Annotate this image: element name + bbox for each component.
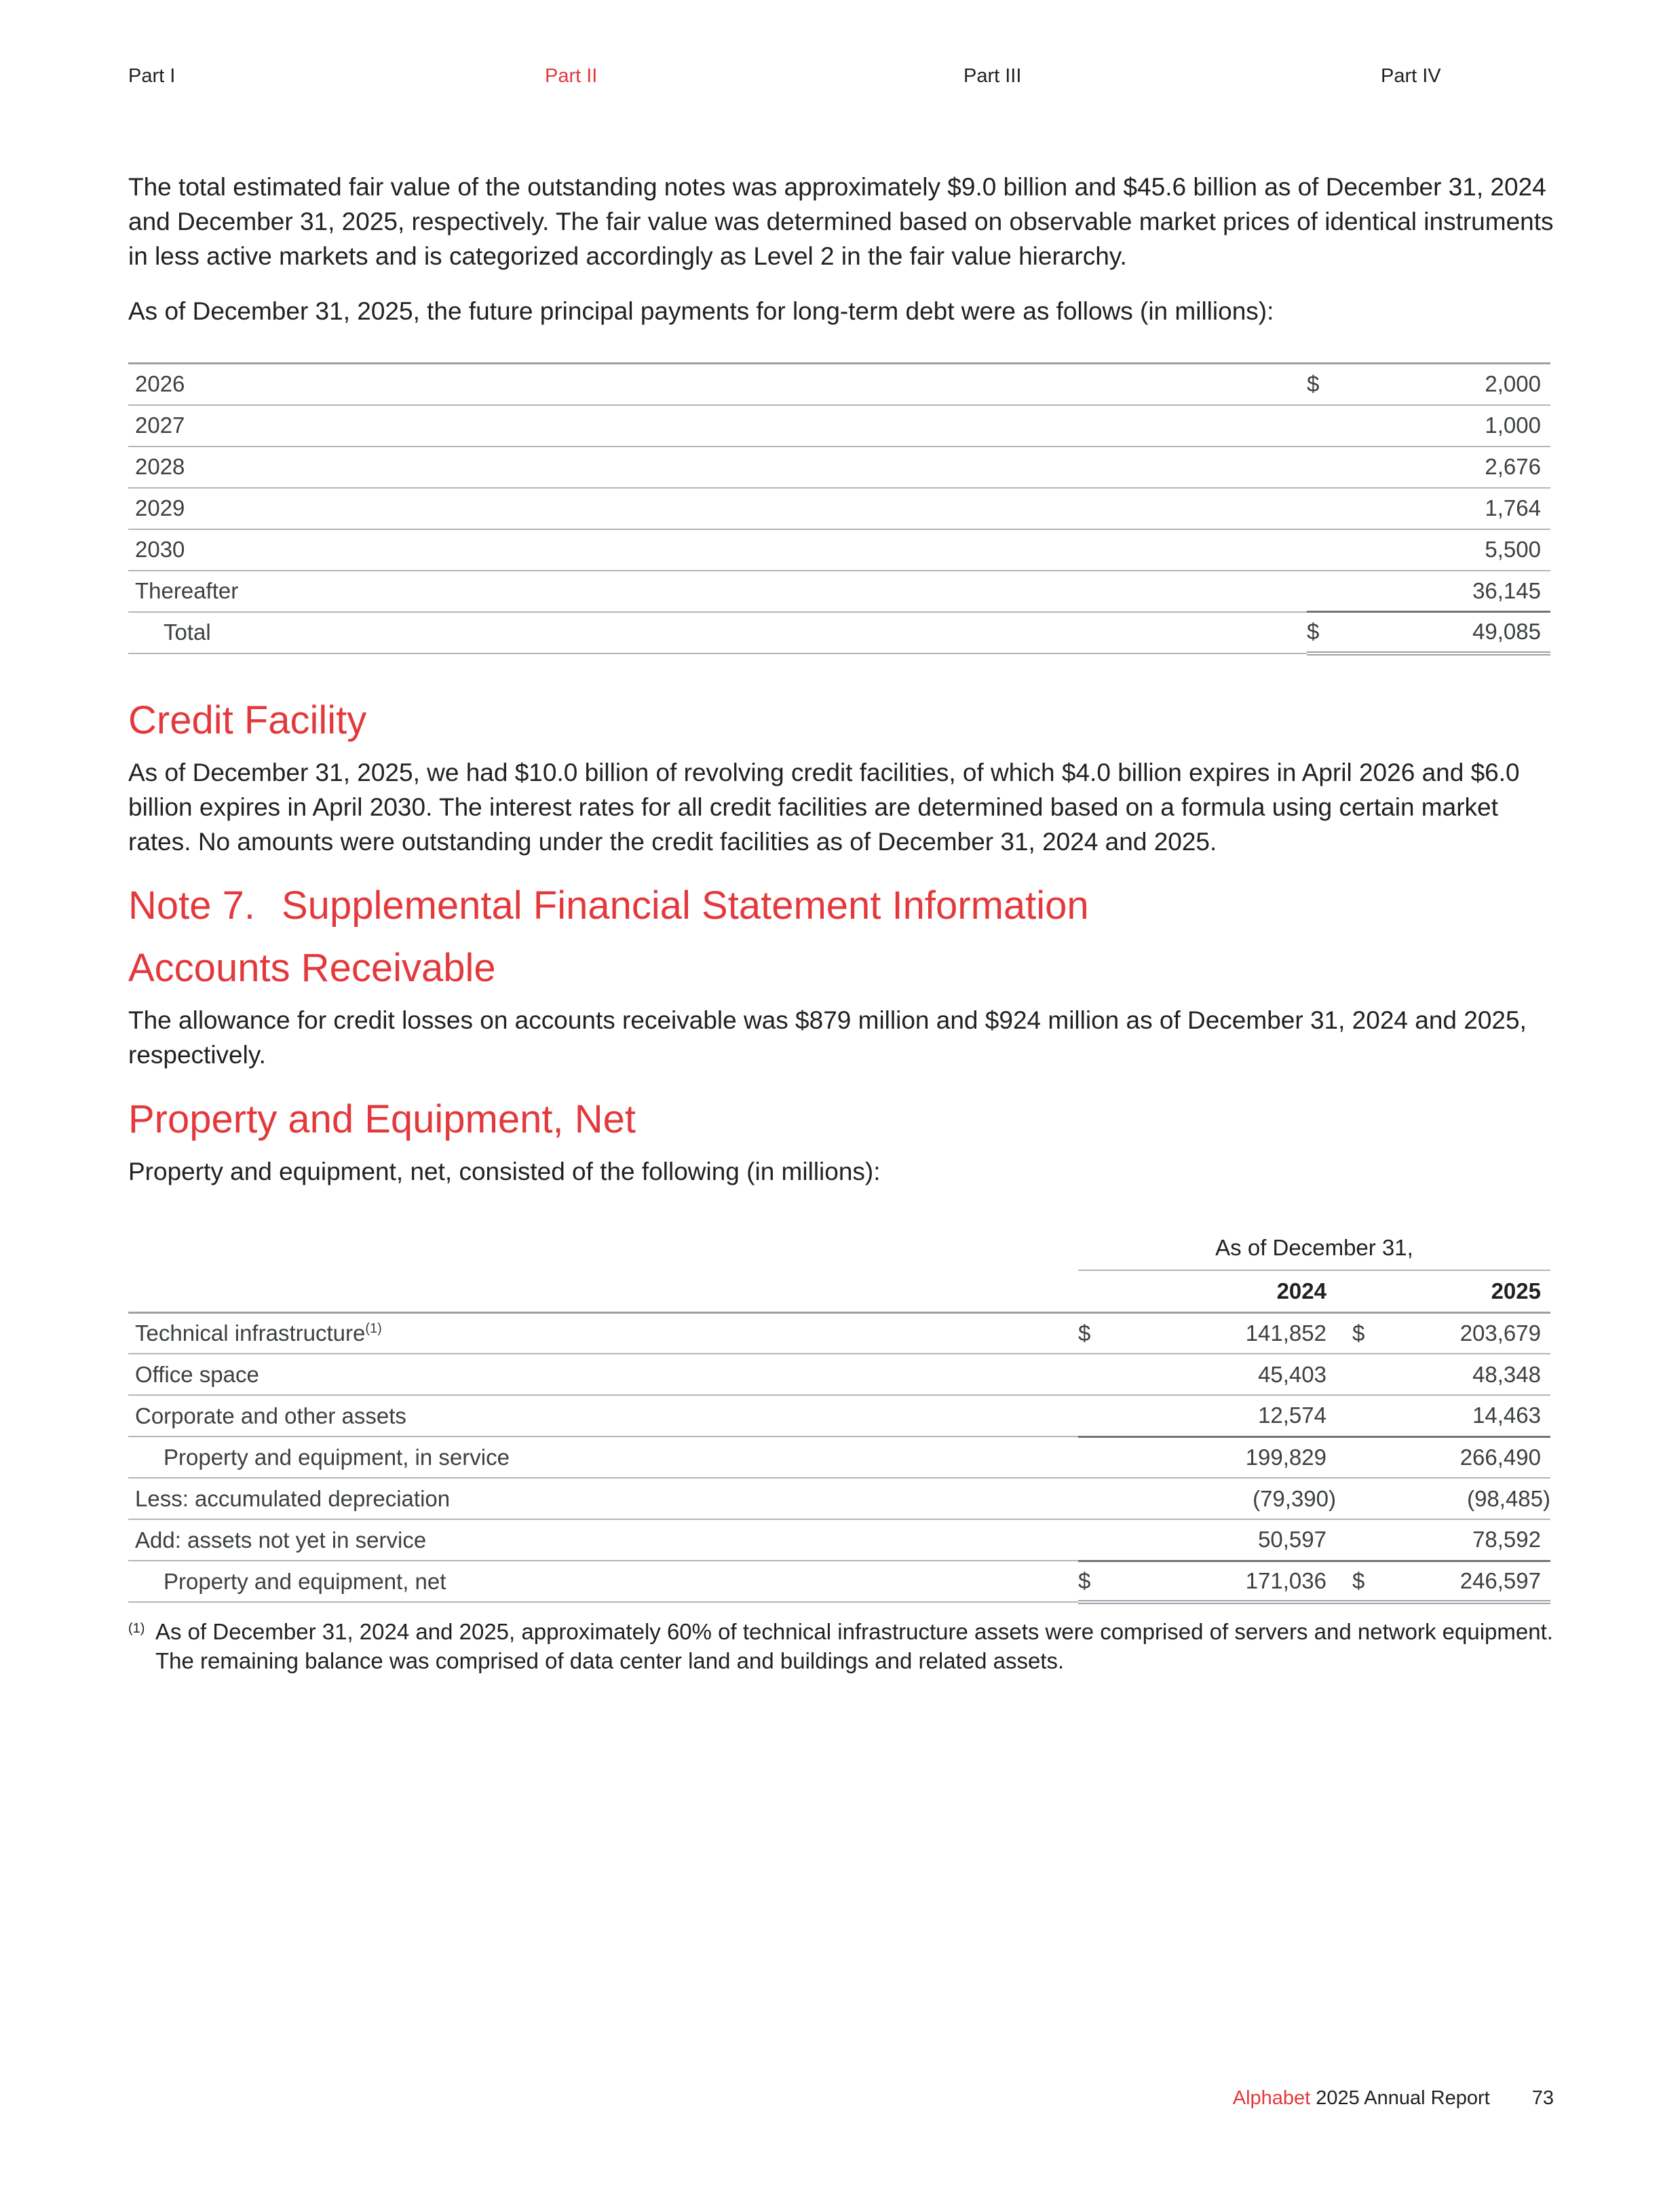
value-2024: (79,390) [1109,1478,1336,1519]
dollar-sign: $ [1078,1561,1109,1602]
dollar-sign [1352,1478,1383,1519]
table-row [128,488,1550,529]
value-2024: 50,597 [1109,1519,1336,1561]
row-label: Property and equipment, net [128,1561,1078,1602]
row-value: 2,000 [1347,364,1550,405]
dollar-sign: $ [1078,1312,1109,1354]
ppe-table [128,1225,1550,1604]
dollar-sign [1352,1395,1383,1436]
row-value: 5,500 [1347,529,1550,571]
value-2024: 45,403 [1109,1354,1336,1395]
value-2024: 141,852 [1109,1312,1336,1354]
row-label: Technical infrastructure$^{(1)}$ [128,1312,1078,1354]
table-row [128,1519,1550,1561]
value-2024: 171,036 [1109,1561,1336,1602]
credit-facility-heading: Credit Facility [128,698,367,742]
note-title: Supplemental Financial Statement Information [282,883,1089,928]
nav-part-iii[interactable]: Part III [963,65,1022,87]
total-row [128,612,1550,653]
value-2024: 199,829 [1109,1436,1336,1478]
debt-payments-table [128,362,1550,655]
header-row-group [128,1225,1550,1270]
fair-value-paragraph: The total estimated fair value of the outstanding notes was approximately $9.0 billion and $45.6 billion as of December 31, 2024 and December 31, 2025, respectively. The fair value was determined based on observable market prices of identical instruments in less active markets and is categorized accordingly as Level 2 in the fair value hierarchy. [128,173,1554,270]
dollar-sign [1078,1395,1109,1436]
dollar-sign [1307,405,1347,446]
table-row [128,1478,1550,1519]
column-header-2025: 2025 [1491,1278,1541,1303]
table-row [128,405,1550,446]
dollar-sign [1352,1436,1383,1478]
row-label: 2030 [128,529,1307,571]
footnote [128,1617,1560,1675]
dollar-sign [1352,1354,1383,1395]
dollar-sign [1078,1519,1109,1561]
ppe-intro: Property and equipment, net, consisted of the following (in millions): [128,1158,881,1185]
row-label: 2026 [128,364,1307,405]
row-label: 2029 [128,488,1307,529]
row-value: 1,764 [1347,488,1550,529]
principal-payments-intro: As of December 31, 2025, the future principal payments for long-term debt were as follows (in millions): [128,297,1274,325]
dollar-sign [1352,1519,1383,1561]
row-label: Property and equipment, in service [128,1436,1078,1478]
row-label: 2027 [128,405,1307,446]
footer-report-title: 2025 Annual Report [1316,2087,1490,2109]
credit-facility-paragraph: As of December 31, 2025, we had $10.0 billion of revolving credit facilities, of which $4.0 billion expires in April 2026 and $6.0 billion expires in April 2030. The interest rates for all credit facilities are determined based on a formula using certain market rates. No amounts were outstanding under the credit facilities as of December 31, 2024 and 2025. [128,759,1520,856]
row-label: 2028 [128,446,1307,488]
nav-part-ii[interactable]: Part II [545,65,598,87]
page-footer [1233,2087,1554,2110]
ppe-heading: Property and Equipment, Net [128,1097,636,1141]
footnote-ref: (1) [365,1320,382,1336]
value-2025: 203,679 [1383,1312,1550,1354]
footer-brand: Alphabet [1232,2087,1311,2109]
row-value: 36,145 [1347,571,1550,612]
table-row [128,571,1550,612]
subtotal-row [128,1436,1550,1478]
value-2024: 12,574 [1109,1395,1336,1436]
accounts-receivable-heading: Accounts Receivable [128,946,496,990]
nav-part-iv[interactable]: Part IV [1381,65,1441,87]
dollar-sign [1078,1436,1109,1478]
dollar-sign [1078,1478,1109,1519]
dollar-sign: $ [1352,1561,1383,1602]
note-number: Note 7. [128,883,255,928]
table-row [128,1354,1550,1395]
table-row [128,1312,1550,1354]
value-2025: 48,348 [1383,1354,1550,1395]
header-row-years [128,1270,1550,1312]
row-value: 2,676 [1347,446,1550,488]
total-label: Total [128,612,1307,653]
value-2025: 78,592 [1383,1519,1550,1561]
row-label: Office space [128,1354,1078,1395]
page-number: 73 [1531,2087,1554,2109]
footnote-mark: (1) [128,1621,145,1636]
table-row [128,446,1550,488]
value-2025: 14,463 [1383,1395,1550,1436]
nav-part-i[interactable]: Part I [128,65,176,87]
row-label: Add: assets not yet in service [128,1519,1078,1561]
row-label: Corporate and other assets [128,1395,1078,1436]
table-row [128,364,1550,405]
row-label: Thereafter [128,571,1307,612]
dollar-sign: $ [1307,612,1347,653]
table-row [128,529,1550,571]
table-row [128,1395,1550,1436]
dollar-sign [1307,571,1347,612]
column-header-2024: 2024 [1276,1278,1326,1303]
note-7-heading [128,882,1089,930]
dollar-sign: $ [1352,1312,1383,1354]
total-value: 49,085 [1347,612,1550,653]
row-label: Less: accumulated depreciation [128,1478,1078,1519]
accounts-receivable-paragraph: The allowance for credit losses on accounts receivable was $879 million and $924 million as of December 31, 2024 and 2025, respectively. [128,1006,1527,1069]
dollar-sign [1307,488,1347,529]
dollar-sign [1078,1354,1109,1395]
value-2025: 266,490 [1383,1436,1550,1478]
row-value: 1,000 [1347,405,1550,446]
value-2025: 246,597 [1383,1561,1550,1602]
footnote-text: As of December 31, 2024 and 2025, approximately 60% of technical infrastructure assets were comprised of servers and network equipment. The remaining balance was comprised of data center land and buildings and related assets. [155,1619,1553,1673]
dollar-sign [1307,446,1347,488]
value-2025: (98,485) [1383,1478,1550,1519]
dollar-sign [1307,529,1347,571]
column-group-header: As of December 31, [1078,1225,1550,1270]
dollar-sign: $ [1307,364,1347,405]
total-row [128,1561,1550,1602]
